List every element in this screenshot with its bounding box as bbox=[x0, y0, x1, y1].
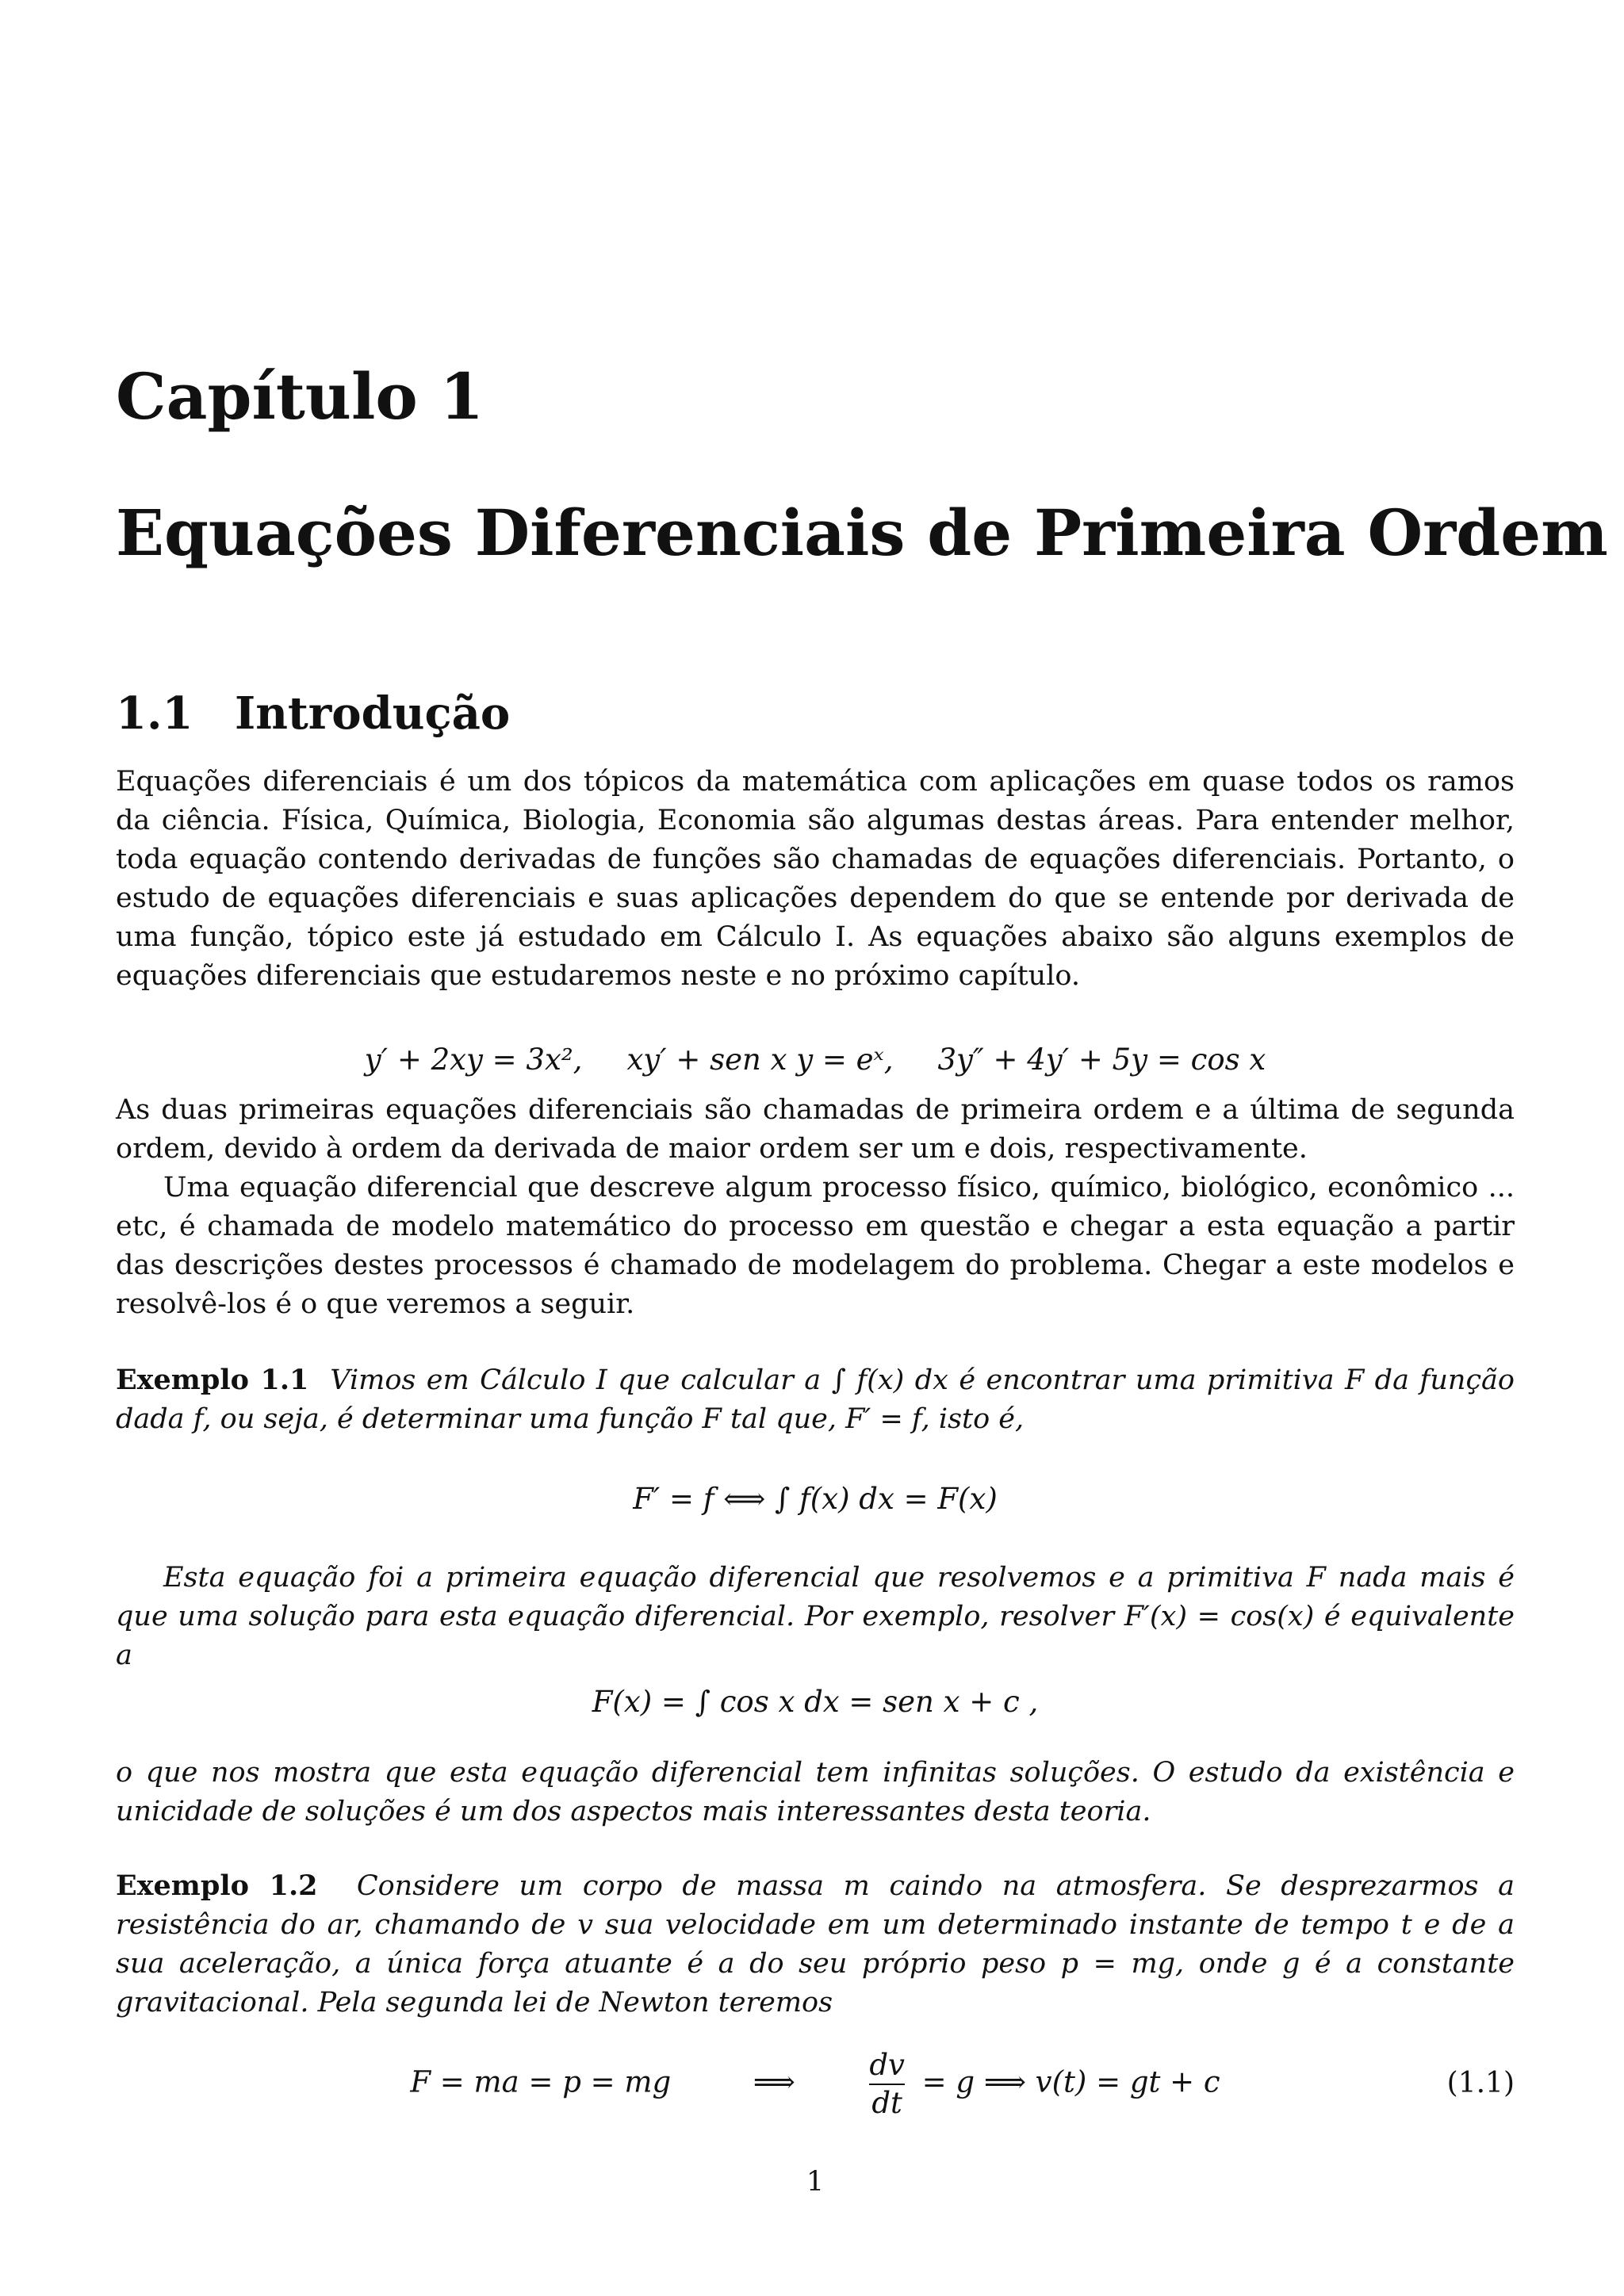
example-1-continuation: Esta equação foi a primeira equação diferencial que resolvemos e a primitiva F nada mais é que uma solução para esta equação diferencial. Por exemplo, resolver F′(x) = cos(x) é equivalente a bbox=[116, 1562, 1515, 1671]
section-heading bbox=[116, 687, 511, 740]
intro-paragraph: Equações diferenciais é um dos tópicos da matemática com aplicações em quase todos os ramos da ciência. Física, Química, Biologia, Economia são algumas destas áreas. Para entender melhor, toda equação contendo derivadas de funções são chamadas de equações diferenciais. Portanto, o estudo de equações diferenciais e suas aplicações dependem do que se entende por derivada de uma função, tópico este já estudado em Cálculo I. As equações abaixo são alguns exemplos de equações diferenciais que estudaremos neste e no próximo capítulo. bbox=[116, 766, 1515, 992]
example-equations bbox=[116, 1043, 1515, 1077]
section-title: Introdução bbox=[235, 687, 511, 740]
equation-1: y′ + 2xy = 3x², bbox=[364, 1043, 583, 1077]
newton-equation bbox=[116, 2047, 1515, 2122]
example-1-text: Vimos em Cálculo I que calcular a ∫ f(x) dx é encontrar uma primitiva F da função dada f, ou seja, é determinar uma função F tal que, F′ = f, isto é, bbox=[116, 1364, 1515, 1435]
cos-integral-equation: F(x) = ∫ cos x dx = sen x + c , bbox=[592, 1685, 1039, 1719]
fraction-numerator: dv bbox=[869, 2048, 905, 2082]
fraction-denominator: dt bbox=[869, 2084, 905, 2122]
equation-label: (1.1) bbox=[1446, 2067, 1515, 2099]
example-1-conclusion: o que nos mostra que esta equação diferencial tem infinitas soluções. O estudo da existência e unicidade de soluções é um dos aspectos mais interessantes desta teoria. bbox=[116, 1757, 1515, 1827]
chapter-label: Capítulo 1 bbox=[116, 359, 485, 434]
example-2 bbox=[116, 1866, 1515, 2022]
example-2-label: Exemplo 1.2 bbox=[116, 1869, 318, 1902]
example-1 bbox=[116, 1360, 1515, 1439]
order-paragraph: As duas primeiras equações diferenciais são chamadas de primeira ordem e a última de segunda ordem, devido à ordem da derivada de maior ordem ser um e dois, respectivamente. bbox=[116, 1094, 1515, 1165]
chapter-title: Equações Diferenciais de Primeira Ordem bbox=[116, 496, 1608, 570]
dv-dt-fraction bbox=[869, 2047, 905, 2122]
equation-3: 3y″ + 4y′ + 5y = cos x bbox=[937, 1043, 1266, 1077]
model-paragraph: Uma equação diferencial que descreve algum processo físico, químico, biológico, econômico ... etc, é chamada de modelo matemático do processo em questão e chegar a esta equação a partir das descrições destes processos é chamado de modelagem do problema. Chegar a este modelos e resolvê-los é o que veremos a seguir. bbox=[116, 1172, 1515, 1320]
primitive-equation: F′ = f ⟺ ∫ f(x) dx = F(x) bbox=[633, 1482, 998, 1516]
section-number: 1.1 bbox=[116, 687, 193, 740]
implies-arrow: ⟹ bbox=[753, 2064, 795, 2099]
example-1-label: Exemplo 1.1 bbox=[116, 1364, 309, 1396]
equation-2: xy′ + sen x y = eˣ, bbox=[626, 1043, 894, 1077]
page-number: 1 bbox=[806, 2166, 825, 2198]
newton-right: = g ⟹ v(t) = gt + c bbox=[921, 2064, 1220, 2099]
newton-left: F = ma = p = mg bbox=[410, 2064, 672, 2099]
example-2-text: Considere um corpo de massa m caindo na atmosfera. Se desprezarmos a resistência do ar, chamando de v sua velocidade em um determinado instante de tempo t e de a sua aceleração, a única força atuante é a do seu próprio peso p = mg, onde g é a constante gravitacional. Pela segunda lei de Newton teremos bbox=[116, 1870, 1515, 2019]
